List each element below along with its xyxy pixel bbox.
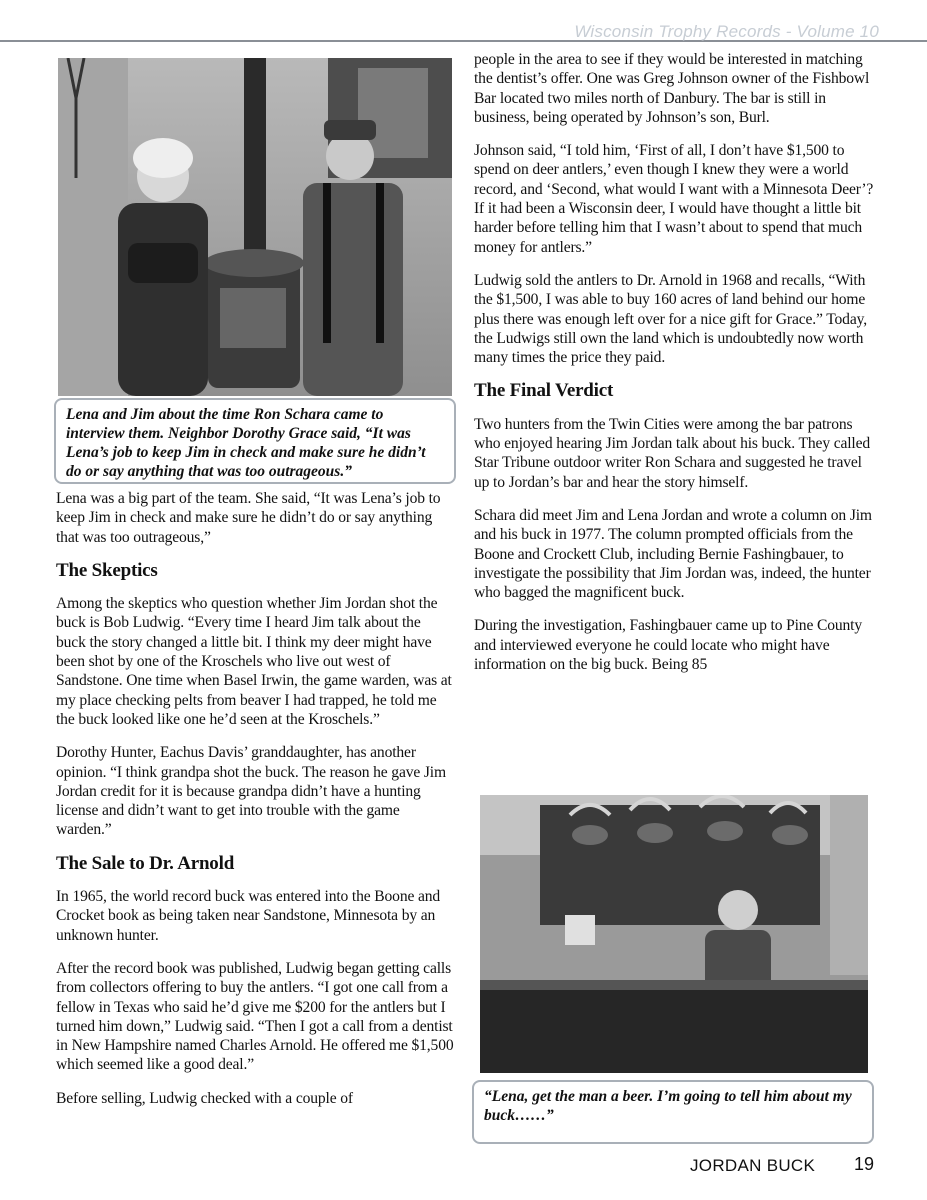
photo-lena-and-jim <box>58 58 452 396</box>
paragraph: After the record book was published, Ludwig began getting calls from collectors offering to buy the antlers. “I got one call from a fellow in Texas who said he’d give me $200 for the antlers but I turned him down,” Ludwig said. “Then I got a call from a dentist in New Hampshire named Charles Arnold. He offered me $1,500 which seemed like a good deal.” <box>56 959 454 1074</box>
page-number: 19 <box>854 1154 875 1174</box>
photo-caption-2: “Lena, get the man a beer. I’m going to tell him about my buck……” <box>472 1080 874 1144</box>
section-heading-skeptics: The Skeptics <box>56 559 158 581</box>
running-header: Wisconsin Trophy Records - Volume 10 <box>574 22 879 41</box>
paragraph: Ludwig sold the antlers to Dr. Arnold in 1968 and recalls, “With the $1,500, I was able to buy 160 acres of land behind our home plus there was enough left over for a nice gift for Grace.” Today, the Ludwigs still own the land which is undoubtedly now worth many times the price they paid. <box>474 271 867 367</box>
paragraph: Before selling, Ludwig checked with a couple of <box>56 1089 353 1107</box>
paragraph: people in the area to see if they would be interested in matching the dentist’s offer. One was Greg Johnson owner of the Fishbowl Bar located two miles north of Danbury. The bar is still in business, being operated by Johnson’s son, Burl. <box>474 51 870 126</box>
paragraph: Among the skeptics who question whether Jim Jordan shot the buck is Bob Ludwig. “Every time I heard Jim talk about the buck the story changed a little bit. I think my deer might have been shot by one of the Kroschels who live out west of Sandstone. One time when Basel Irwin, the game warden, was at my place checking pelts from beaver I had trapped, he told me the buck looked like one he’d seen at the Kroschels.” <box>56 595 452 728</box>
footer-title: JORDAN BUCK <box>690 1156 816 1175</box>
paragraph: In 1965, the world record buck was entered into the Boone and Crocket book as being taken near Sandstone, Minnesota by an unknown hunter. <box>56 888 441 944</box>
paragraph: Johnson said, “I told him, ‘First of all, I don’t have $1,500 to spend on deer antlers,’ even though I knew they were a world record, and ‘Second, what would I want with a Minnesota Deer’? If it had been a Wisconsin deer, I would have thought a little bit harder before telling him that I wasn’t about to spend that much money for antlers.” <box>474 142 874 256</box>
section-heading-sale: The Sale to Dr. Arnold <box>56 852 235 874</box>
paragraph: Dorothy Hunter, Eachus Davis’ granddaughter, has another opinion. “I think grandpa shot the buck. The reason he gave Jim Jordan credit for it is because grandpa didn’t have a hunting license and didn’t want to get into trouble with the game warden.” <box>56 744 446 839</box>
paragraph: During the investigation, Fashingbauer came up to Pine County and interviewed everyone he could locate who might have information on the big buck. Being 85 <box>474 617 862 674</box>
paragraph: Lena was a big part of the team. She said, “It was Lena’s job to keep Jim in check and make sure he didn’t do or say anything that was too outrageous,” <box>56 490 441 546</box>
paragraph: Schara did meet Jim and Lena Jordan and wrote a column on Jim and his buck in 1977. The column prompted officials from the Boone and Crockett Club, including Bernie Fashingbauer, to investigate the possibility that Jim Jordan was, indeed, the hunter who bagged the magnificent buck. <box>474 506 872 602</box>
right-column <box>474 50 874 688</box>
photo-caption-1: Lena and Jim about the time Ron Schara came to interview them. Neighbor Dorothy Grace said, “It was Lena’s job to keep Jim in check and make sure he didn’t do or say anything that was too outrageous.” <box>54 398 456 484</box>
left-column <box>56 489 454 1122</box>
paragraph: Two hunters from the Twin Cities were among the bar patrons who enjoyed hearing Jim Jordan talk about his buck. They called Star Tribune outdoor writer Ron Schara and suggested he travel up to Jordan’s bar and hear the story himself. <box>474 415 871 491</box>
photo-bar-interior <box>480 795 868 1073</box>
section-heading-verdict: The Final Verdict <box>474 380 614 402</box>
